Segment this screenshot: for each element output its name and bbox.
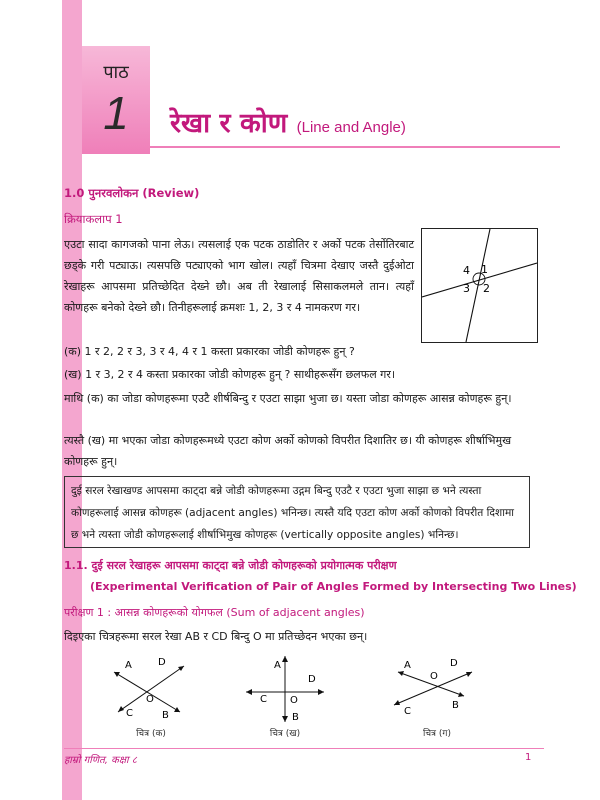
figure-k: [106, 650, 196, 725]
fig-k-label-o: O: [146, 694, 154, 705]
intersecting-lines-svg: [422, 229, 537, 342]
footer-book-title: हाम्रो गणित, कक्षा ८: [64, 755, 137, 766]
title-underline: [150, 146, 560, 148]
section-heading-en: (Experimental Verification of Pair of Angles Formed by Intersecting Two Lines): [90, 580, 577, 593]
experiment-heading: परीक्षण 1 : आसन्न कोणहरूको योगफल (Sum of adjacent angles): [64, 606, 365, 619]
opposite-explanation: त्यस्तै (ख) मा भएका जोडा कोणहरूमध्ये एउटा कोण अर्को कोणको विपरीत दिशातिर छ। यी कोणहरू शीर्षाभिमुख कोणहरू हुन्।: [64, 434, 512, 468]
activity-heading: क्रियाकलाप 1: [64, 212, 123, 226]
fig-g-label-o: O: [430, 671, 438, 682]
fig-kh-label-b: B: [292, 712, 299, 723]
fig-kh-label-o: O: [290, 695, 298, 706]
angle-label-3: 3: [463, 282, 470, 295]
intersecting-lines-figure: [421, 228, 538, 343]
question-kh: (ख) 1 र 3, 2 र 4 कस्ता प्रकारका जोडी कोणहरू हुन् ? साथीहरूसँग छलफल गर।: [64, 368, 396, 381]
definition-box: दुई सरल रेखाखण्ड आपसमा काट्दा बन्ने जोडी कोणहरूमा उद्गम बिन्दु एउटै र एउटा भुजा साझा छ भने त्यस्ता कोणहरूलाई आसन्न कोणहरू (adjacent angles) भनिन्छ। त्यस्तै यदि एउटा कोण अर्को कोणको विपरीत दिशामा छ भने त्यस्ता जोडी कोणहरूलाई शीर्षाभिमुख कोणहरू (vertically opposite angles) भनिन्छ।: [64, 476, 530, 548]
fig-k-label-d: D: [158, 657, 166, 668]
fig-k-label-b: B: [162, 710, 169, 721]
chapter-number: 1: [103, 87, 129, 139]
figure-g: [384, 650, 484, 725]
adjacent-explanation: माथि (क) का जोडा कोणहरूमा एउटै शीर्षबिन्दु र एउटा साझा भुजा छ। यस्ता जोडा कोणहरू आसन्न कोणहरू हुन्।: [64, 392, 512, 405]
fig-k-label-c: C: [126, 708, 133, 719]
question-k: (क) 1 र 2, 2 र 3, 3 र 4, 4 र 1 कस्ता प्रकारका जोडी कोणहरू हुन् ?: [64, 345, 355, 358]
angle-label-1: 1: [481, 263, 488, 276]
caption-figure-k: चित्र (क): [136, 729, 166, 739]
fig-g-label-b: B: [452, 700, 459, 711]
section-heading-np: 1.1. दुई सरल रेखाहरू आपसमा काट्दा बन्ने जोडी कोणहरूको प्रयोगात्मक परीक्षण: [64, 559, 397, 572]
footer-page-number: 1: [525, 752, 532, 763]
fig-g-label-d: D: [450, 658, 458, 669]
fig-kh-label-d: D: [308, 674, 316, 685]
footer-divider: [64, 748, 544, 749]
experiment-intro: दिइएका चित्रहरूमा सरल रेखा AB र CD बिन्दु O मा प्रतिच्छेदन भएका छन्।: [64, 630, 368, 643]
angle-label-4: 4: [463, 264, 470, 277]
review-paragraph: एउटा सादा कागजको पाना लेऊ। त्यसलाई एक पटक ठाडोतिर र अर्को पटक तेर्सोतिरबाट छड्के गरी पट्याऊ। त्यसपछि पट्याएको भाग खोल। त्यहाँ चित्रमा देखाए जस्तै दुईओटा रेखाहरू आपसमा प्रतिच्छेदित देख्ने छौ। अब ती रेखालाई सिसाकलमले तान। त्यहाँ कोणहरू बनेको देख्ने छौ। तिनीहरूलाई क्रमशः 1, 2, 3 र 4 नामकरण गर।: [64, 238, 414, 314]
caption-figure-kh: चित्र (ख): [269, 729, 301, 739]
caption-figure-g: चित्र (ग): [423, 729, 451, 739]
fig-kh-label-a: A: [274, 660, 281, 671]
chapter-title-np: रेखा र कोण: [170, 108, 288, 139]
fig-kh-label-c: C: [260, 694, 267, 705]
chapter-word: पाठ: [103, 62, 129, 83]
angle-label-2: 2: [483, 282, 490, 295]
chapter-title-en: (Line and Angle): [296, 119, 406, 136]
chapter-tab: [82, 46, 150, 154]
fig-g-label-c: C: [404, 706, 411, 717]
fig-g-label-a: A: [404, 660, 411, 671]
chapter-title: [170, 103, 406, 140]
figure-kh: [240, 650, 330, 725]
fig-k-label-a: A: [125, 660, 132, 671]
review-heading: 1.0 पुनरवलोकन (Review): [64, 186, 200, 200]
